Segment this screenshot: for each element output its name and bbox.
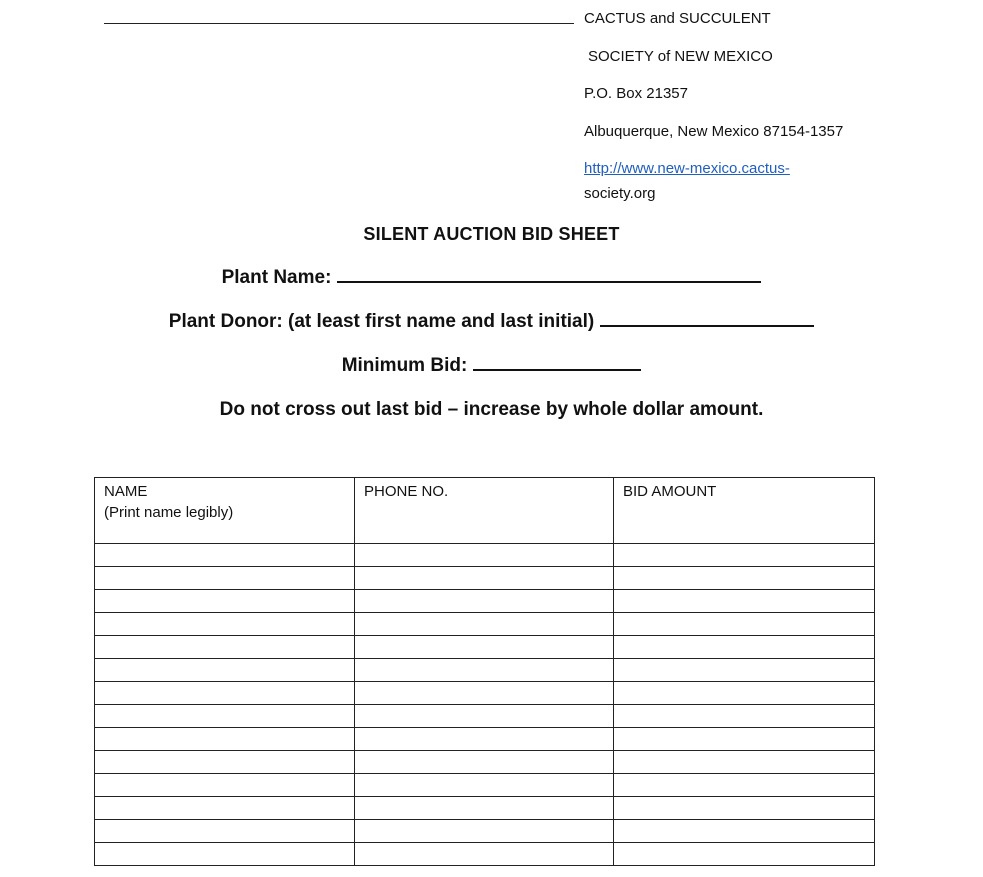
name-cell[interactable] [95, 659, 355, 682]
table-row [95, 636, 875, 659]
bid-amount-cell[interactable] [614, 751, 875, 774]
org-website-link[interactable]: http://www.new-mexico.cactus- [584, 160, 790, 177]
name-cell[interactable] [95, 820, 355, 843]
name-cell[interactable] [95, 613, 355, 636]
plant-donor-blank-line[interactable] [600, 311, 814, 327]
name-cell[interactable] [95, 751, 355, 774]
bid-amount-column-header [614, 478, 875, 544]
org-name-line-2: SOCIETY of NEW MEXICO [588, 48, 773, 65]
bid-amount-cell[interactable] [614, 797, 875, 820]
bid-amount-cell[interactable] [614, 728, 875, 751]
table-row [95, 774, 875, 797]
minimum-bid-field [0, 355, 983, 377]
phone-cell[interactable] [355, 567, 614, 590]
table-row [95, 567, 875, 590]
bid-amount-cell[interactable] [614, 705, 875, 728]
phone-cell[interactable] [355, 544, 614, 567]
phone-cell[interactable] [355, 705, 614, 728]
table-row [95, 820, 875, 843]
page-title: SILENT AUCTION BID SHEET [363, 224, 620, 244]
name-cell[interactable] [95, 705, 355, 728]
table-row [95, 728, 875, 751]
bid-amount-header-label: BID AMOUNT [623, 483, 717, 500]
bid-table-header-row [95, 478, 875, 544]
bid-amount-cell[interactable] [614, 590, 875, 613]
bid-amount-cell[interactable] [614, 843, 875, 866]
table-row [95, 797, 875, 820]
minimum-bid-label: Minimum Bid: [341, 355, 468, 376]
org-website-link-continued: society.org [584, 185, 656, 202]
bid-amount-cell[interactable] [614, 544, 875, 567]
table-row [95, 590, 875, 613]
phone-cell[interactable] [355, 797, 614, 820]
plant-name-label: Plant Name: [221, 267, 332, 288]
name-header-label: NAME [104, 483, 148, 500]
phone-cell[interactable] [355, 659, 614, 682]
bid-amount-cell[interactable] [614, 636, 875, 659]
name-cell[interactable] [95, 590, 355, 613]
minimum-bid-blank-line[interactable] [473, 355, 641, 371]
phone-cell[interactable] [355, 728, 614, 751]
table-row [95, 659, 875, 682]
table-row [95, 751, 875, 774]
org-po-box: P.O. Box 21357 [584, 85, 688, 102]
table-row [95, 544, 875, 567]
bidding-instructions: Do not cross out last bid – increase by whole dollar amount. [219, 399, 764, 420]
name-cell[interactable] [95, 636, 355, 659]
bid-amount-cell[interactable] [614, 659, 875, 682]
name-cell[interactable] [95, 682, 355, 705]
phone-cell[interactable] [355, 613, 614, 636]
name-header-instruction: (Print name legibly) [104, 504, 234, 521]
name-cell[interactable] [95, 544, 355, 567]
table-row [95, 705, 875, 728]
bid-amount-cell[interactable] [614, 613, 875, 636]
table-row [95, 613, 875, 636]
name-cell[interactable] [95, 797, 355, 820]
phone-cell[interactable] [355, 682, 614, 705]
plant-name-blank-line[interactable] [337, 267, 761, 283]
name-cell[interactable] [95, 567, 355, 590]
phone-cell[interactable] [355, 820, 614, 843]
phone-cell[interactable] [355, 843, 614, 866]
table-row [95, 682, 875, 705]
phone-column-header [355, 478, 614, 544]
bid-amount-cell[interactable] [614, 820, 875, 843]
bid-amount-cell[interactable] [614, 567, 875, 590]
bid-table-body [95, 544, 875, 866]
bid-table [94, 477, 875, 866]
org-name-line-1: CACTUS and SUCCULENT [584, 10, 771, 27]
plant-donor-field [0, 311, 983, 333]
phone-header-label: PHONE NO. [364, 483, 449, 500]
name-cell[interactable] [95, 843, 355, 866]
header-signature-rule [104, 23, 574, 24]
name-cell[interactable] [95, 728, 355, 751]
plant-donor-label: Plant Donor: (at least first name and last initial) [168, 311, 595, 332]
plant-name-field [0, 267, 983, 289]
name-cell[interactable] [95, 774, 355, 797]
bid-amount-cell[interactable] [614, 774, 875, 797]
name-column-header [95, 478, 355, 544]
org-city-state-zip: Albuquerque, New Mexico 87154-1357 [584, 123, 844, 140]
phone-cell[interactable] [355, 774, 614, 797]
phone-cell[interactable] [355, 636, 614, 659]
phone-cell[interactable] [355, 751, 614, 774]
table-row [95, 843, 875, 866]
phone-cell[interactable] [355, 590, 614, 613]
bid-amount-cell[interactable] [614, 682, 875, 705]
